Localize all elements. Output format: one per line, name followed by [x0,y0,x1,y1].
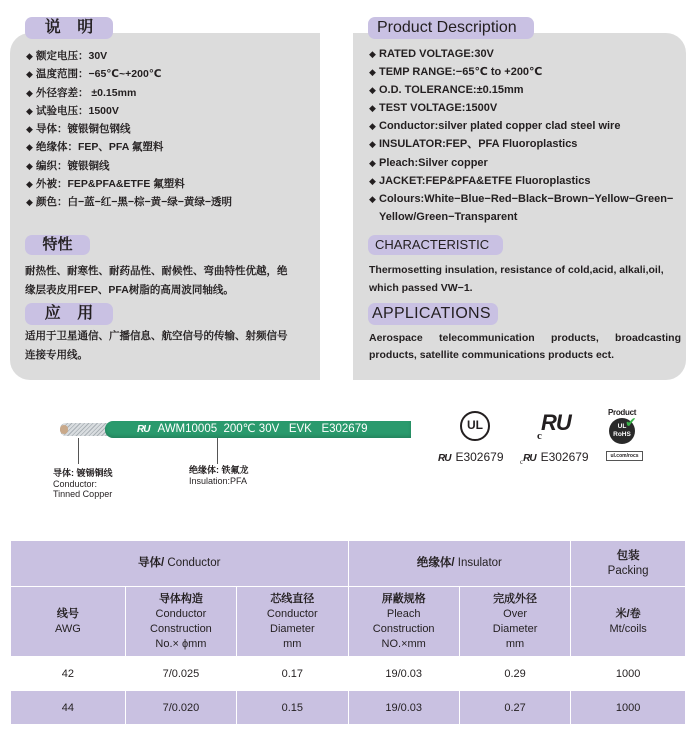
ul-recognized-mark-icon: RU [523,453,536,464]
cell-pleach-construction: 19/0.03 [348,657,459,691]
cul-cert-number: $_c$RU E302679 [520,450,589,466]
diamond-bullet-icon: ◆ [369,103,376,114]
cn-spec-list [26,47,232,212]
cell-conductor-construction: 7/0.020 [125,691,236,725]
cell-packing: 1000 [571,657,686,691]
diamond-bullet-icon: ◆ [369,85,376,96]
spec-item: ◆ TEST VOLTAGE:1500V [369,99,673,117]
diamond-bullet-icon: ◆ [26,87,33,98]
spec-item: ◆ TEMP RANGE:−65℃ to +200℃ [369,63,673,81]
cell-packing: 1000 [571,691,686,725]
diamond-bullet-icon: ◆ [26,124,33,135]
ul-recognized-mark-icon: RU [438,453,451,464]
column-header-conductor-diameter: 芯线直径 Conductor Diameter mm [237,587,348,657]
ul-listed-logo-icon: UL [460,411,490,441]
spec-item: ◆ 额定电压：30V [26,47,232,65]
diamond-bullet-icon: ◆ [26,51,33,61]
conductor-callout: 导体: 镀锡铜线 Conductor: Tinned Copper [53,468,113,499]
cell-conductor-construction: 7/0.025 [125,657,236,691]
ul-recognized-logo-icon: RU [541,410,571,435]
diamond-bullet-icon: ◆ [26,179,33,190]
conductor-leader-line [78,438,79,464]
cn-description-heading: 说 明 [25,17,113,39]
spec-item: ◆ Conductor:silver plated copper clad steel wire [369,117,673,135]
spec-item: ◆ 导体：镀银铜包钢线 [26,120,232,138]
checkmark-icon: ✔ [625,414,637,430]
spec-item: ◆ 温度范围：−65℃~+200℃ [26,65,232,83]
cable-print-marking [137,421,368,438]
column-header-conductor-construction: 导体构造 Conductor Construction No.× ϕmm [125,587,236,657]
en-spec-list [369,45,673,226]
spec-item: ◆ INSULATOR:FEP、PFA Fluoroplastics [369,135,673,153]
ul-cert-number: RU E302679 [438,450,504,464]
en-application-heading: APPLICATIONS [368,303,498,325]
table-row [11,691,686,725]
cell-pleach-construction: 19/0.03 [348,691,459,725]
ul-recognized-mark-icon: RU [137,424,150,435]
cable-print-text: AWM10005 200℃ 30V EVK E302679 [157,423,368,435]
spec-item: ◆ 外径容差： ±0.15mm [26,84,232,102]
spec-item: ◆ 外被：FEP&PFA&ETFE 氟塑料 [26,175,232,193]
conductor-group-header: 导体/ Conductor [11,541,349,587]
spec-item: ◆ Pleach:Silver copper [369,154,673,172]
cell-awg: 44 [11,691,126,725]
en-characteristic-heading: CHARACTERISTIC [368,235,503,255]
table-group-header-row [11,541,686,587]
spec-item: ◆ RATED VOLTAGE:30V [369,45,673,63]
diamond-bullet-icon: ◆ [26,197,33,208]
diamond-bullet-icon: ◆ [26,160,33,171]
diamond-bullet-icon: ◆ [26,142,33,153]
spec-item: ◆ 试验电压：1500V [26,102,232,120]
diamond-bullet-icon: ◆ [369,175,376,186]
en-characteristic-text: Thermosetting insulation, resistance of cold,acid, alkali,oil, which passed VW−1. [369,264,664,294]
spec-item: ◆ 颜色：白−蓝−红−黑−棕−黄−绿−黄绿−透明 [26,193,232,211]
cable-conductor-tip [60,425,68,434]
cn-characteristic-text: 耐热性、耐寒性、耐药品性、耐候性、弯曲特性优越，绝缘层表皮用FEP、PFA树脂的高周波同轴线。 [25,265,288,296]
spec-item-continuation: Yellow/Green−Transparent [379,210,518,223]
diamond-bullet-icon: ◆ [369,121,376,132]
canada-mark-icon: c [520,458,524,466]
insulator-group-header: 绝缘体/ Insulator [348,541,571,587]
ul-rohs-logo-icon: UL RoHS [609,418,635,444]
table-row [11,657,686,691]
column-header-over-diameter: 完成外径 Over Diameter mm [459,587,570,657]
insulation-callout: 绝缘体: 铁氟龙 Insulation:PFA [189,465,249,486]
rohs-url-box: ul.com/rocs [606,451,643,461]
packing-group-header: 包装 Packing [571,541,686,587]
cell-over-diameter: 0.29 [459,657,570,691]
diamond-bullet-icon: ◆ [369,157,376,168]
cn-application-heading: 应 用 [25,303,113,325]
cell-over-diameter: 0.27 [459,691,570,725]
insulation-leader-line [217,438,218,464]
en-description-heading: Product Description [368,17,534,39]
cn-application-text: 适用于卫星通信、广播信息、航空信号的传输、射频信号连接专用线。 [25,330,288,361]
diamond-bullet-icon: ◆ [26,105,33,116]
cell-awg: 42 [11,657,126,691]
en-application-text: Aerospace telecommunication products, broadcasting products, satellite communications products ect. [369,332,681,361]
diamond-bullet-icon: ◆ [26,69,33,80]
canada-mark-icon: c [537,430,542,442]
column-header-packing: 米/卷 Mt/coils [571,587,686,657]
diamond-bullet-icon: ◆ [369,193,376,204]
spec-item: ◆ 绝缘体：FEP、PFA 氟塑料 [26,138,232,156]
table-column-header-row [11,587,686,657]
column-header-awg: 线号 AWG [11,587,126,657]
spec-item: ◆ 编织：镀银铜线 [26,157,232,175]
rohs-product-label: Product [608,408,637,417]
spec-item: ◆ O.D. TOLERANCE:±0.15mm [369,81,673,99]
diamond-bullet-icon: ◆ [369,49,376,59]
specification-table [10,540,686,725]
diamond-bullet-icon: ◆ [369,67,376,78]
column-header-pleach-construction: 屏蔽规格 Pleach Construction NO.×mm [348,587,459,657]
spec-item: ◆ JACKET:FEP&PFA&ETFE Fluoroplastics [369,172,673,190]
diamond-bullet-icon: ◆ [369,139,376,150]
spec-item: ◆ Colours:White−Blue−Red−Black−Brown−Yellow−Green− [369,190,673,208]
cell-conductor-diameter: 0.15 [237,691,348,725]
cn-characteristic-heading: 特性 [25,235,90,255]
cell-conductor-diameter: 0.17 [237,657,348,691]
